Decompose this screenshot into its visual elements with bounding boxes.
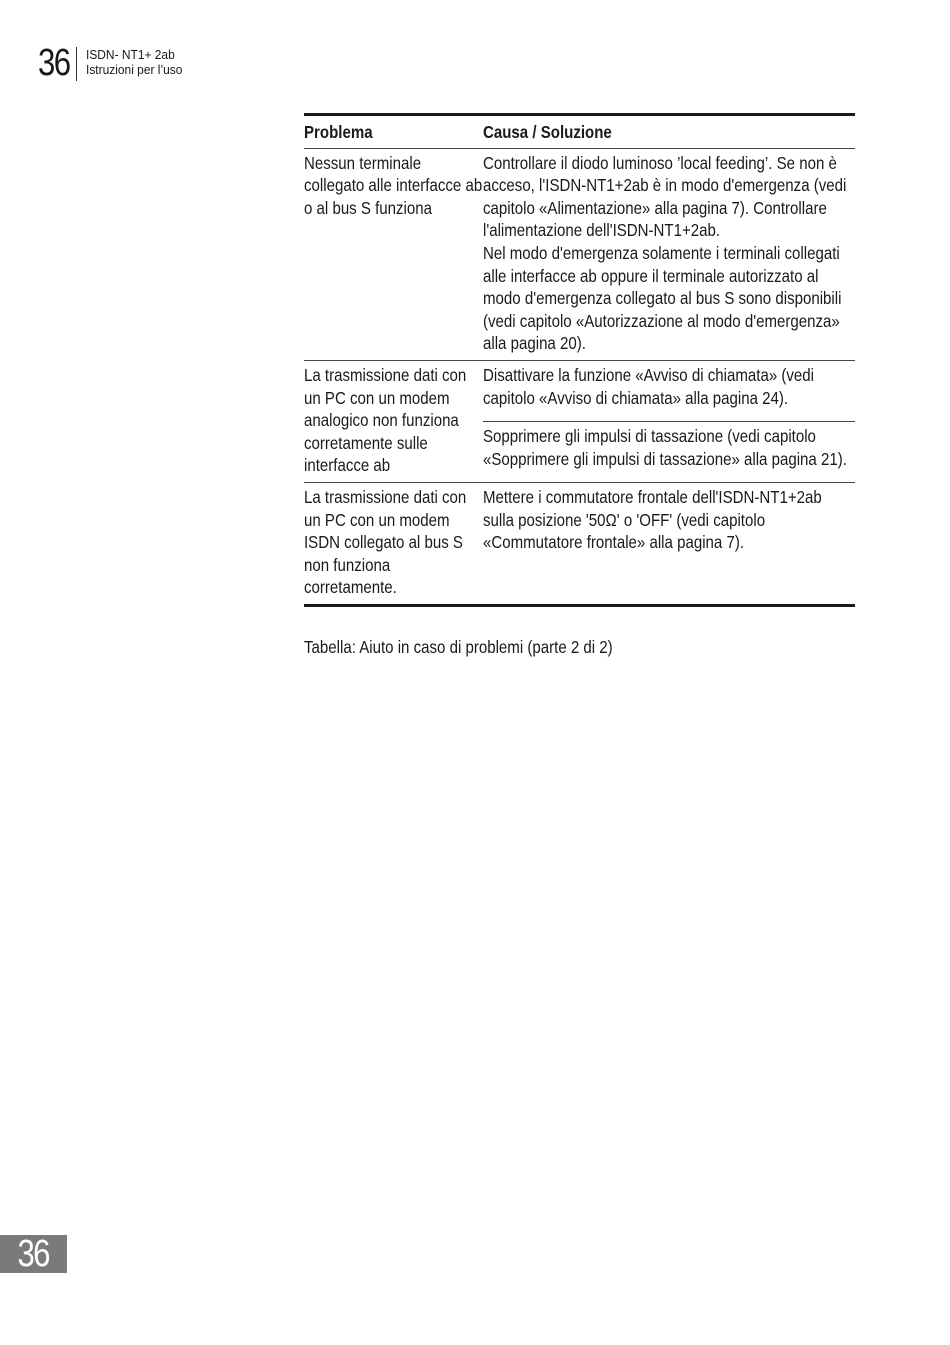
footer-page-tab xyxy=(0,1235,67,1273)
header-subtitle: Istruzioni per l’uso xyxy=(86,62,183,77)
header-problem: Problema xyxy=(304,122,373,142)
cause-cell: Controllare il diodo luminoso ’local feeding’. Se non è acceso, l'ISDN-NT1+2ab è in modo d'emergenza (vedi capitolo «Alimentazione» alla pagina 7). Controllare l'alimentazione dell'ISDN-NT1+2ab. Nel modo d'emergenza solamente i terminali collegati alle interfacce ab oppure il terminale autorizzato al modo d'emergenza collegato al bus S sono disponibili (vedi capitolo «Autorizzazione al modo d'emergenza» alla pagina 20). xyxy=(483,152,847,354)
header-product: ISDN- NT1+ 2ab xyxy=(86,47,175,62)
header-divider xyxy=(76,47,77,81)
cause-cell: Disattivare la funzione «Avviso di chiamata» (vedi capitolo «Avviso di chiamata» alla pagina 24). xyxy=(483,360,855,421)
table-row xyxy=(304,148,855,360)
footer-page-number: 36 xyxy=(17,1235,50,1273)
header-page-number: 36 xyxy=(38,42,70,84)
table-row xyxy=(304,360,855,421)
table-row xyxy=(304,482,855,605)
header-titles xyxy=(86,47,191,77)
page-header xyxy=(38,44,191,82)
cause-cell: Sopprimere gli impulsi di tassazione (vedi capitolo «Sopprimere gli impulsi di tassazione» alla pagina 21). xyxy=(483,421,855,482)
troubleshooting-table-wrap xyxy=(304,113,855,607)
problem-cell: Nessun terminale collegato alle interfacce ab o al bus S funziona xyxy=(304,152,483,218)
table-header-row xyxy=(304,115,855,149)
header-cause: Causa / Soluzione xyxy=(483,122,612,142)
table-caption: Tabella: Aiuto in caso di problemi (parte 2 di 2) xyxy=(304,637,613,657)
cause-cell: Mettere i commutatore frontale dell'ISDN-NT1+2ab sulla posizione '50Ω' o 'OFF' (vedi capitolo «Commutatore frontale» alla pagina 7). xyxy=(483,482,855,605)
problem-cell: La trasmissione dati con un PC con un modem ISDN collegato al bus S non funziona corretamente. xyxy=(304,482,483,605)
troubleshooting-table xyxy=(304,113,855,607)
problem-cell: La trasmissione dati con un PC con un modem analogico non funziona corretamente sulle interfacce ab xyxy=(304,360,483,482)
